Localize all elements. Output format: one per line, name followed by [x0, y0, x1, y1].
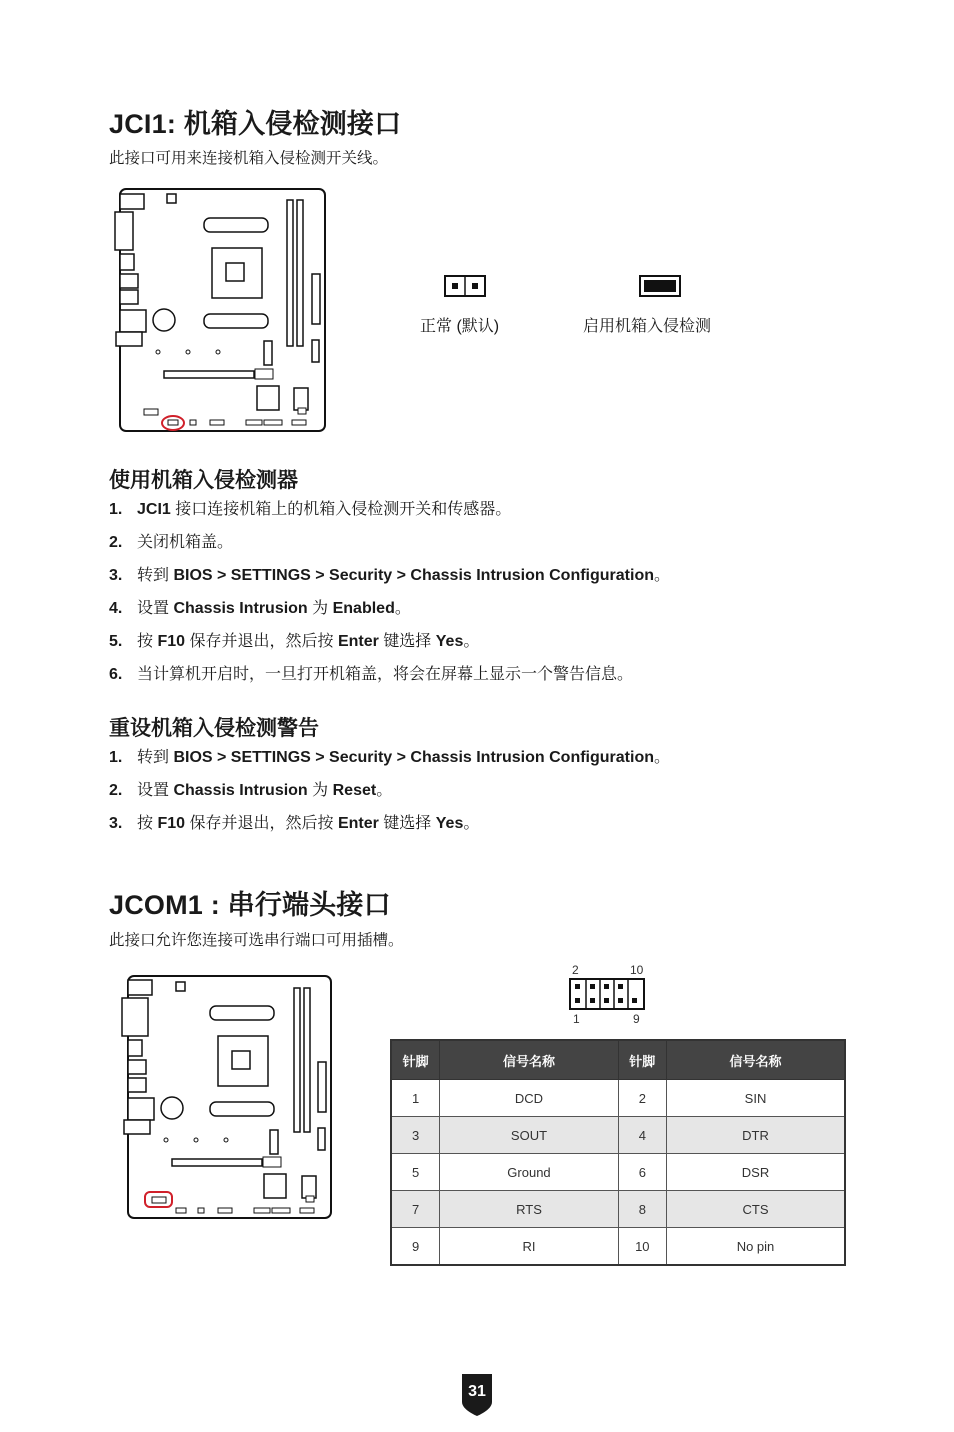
table-row: [391, 1228, 845, 1266]
table-cell: CTS: [666, 1191, 845, 1228]
table-row: [391, 1154, 845, 1191]
step-text: 接口连接机箱上的机箱入侵检测开关和传感器。: [170, 501, 512, 518]
step-text: 按: [137, 815, 158, 832]
list-item: [109, 658, 670, 691]
step-keyword: BIOS > SETTINGS > Security > Chassis Intrusion Configuration: [173, 567, 654, 584]
step-text: 为: [307, 600, 333, 617]
step-text: 。: [394, 600, 411, 617]
step-text: 键选择: [378, 633, 436, 650]
step-text: 。: [463, 815, 480, 832]
table-cell: RI: [440, 1228, 618, 1266]
table-cell: 7: [391, 1191, 440, 1228]
use-section-title: 使用机箱入侵检测器: [109, 469, 298, 492]
table-cell: DCD: [440, 1080, 618, 1117]
step-keyword: Reset: [332, 782, 377, 799]
step-keyword: F10: [157, 633, 186, 650]
list-item: [109, 774, 670, 807]
table-cell: 8: [618, 1191, 666, 1228]
page-number: 31: [468, 1383, 486, 1400]
state-enabled-label: 启用机箱入侵检测: [583, 318, 712, 335]
table-cell: DSR: [666, 1154, 845, 1191]
step-number: 1.: [109, 501, 123, 518]
jumper-enabled-icon: [639, 275, 683, 297]
step-keyword: Enter: [337, 633, 379, 650]
header-pin-2: 针脚: [618, 1040, 666, 1080]
table-cell: 2: [618, 1080, 666, 1117]
pin-label-bottom-left: 1: [573, 1012, 580, 1026]
table-cell: 3: [391, 1117, 440, 1154]
list-item: [109, 493, 670, 526]
step-text: 保存并退出，然后按: [185, 815, 338, 832]
step-text: 。: [653, 567, 670, 584]
step-text: 键选择: [378, 815, 436, 832]
table-cell: 10: [618, 1228, 666, 1266]
step-keyword: F10: [157, 815, 186, 832]
list-item: [109, 807, 670, 840]
step-text: 为: [307, 782, 333, 799]
step-text: 设置: [137, 782, 174, 799]
step-number: 3.: [109, 567, 123, 584]
step-text: 保存并退出，然后按: [185, 633, 338, 650]
list-item: [109, 526, 670, 559]
table-cell: RTS: [440, 1191, 618, 1228]
table-cell: 1: [391, 1080, 440, 1117]
table-cell: No pin: [666, 1228, 845, 1266]
step-text: 。: [653, 749, 670, 766]
step-text: 关闭机箱盖。: [137, 534, 234, 551]
step-text: 按: [137, 633, 158, 650]
step-keyword: Yes: [435, 633, 464, 650]
pin-label-top-right: 10: [630, 963, 644, 977]
step-text: 转到: [137, 567, 174, 584]
step-keyword: Yes: [435, 815, 464, 832]
header-signal-1: 信号名称: [440, 1040, 618, 1080]
jci1-title: JCI1: 机箱入侵检测接口: [109, 109, 402, 139]
step-keyword: BIOS > SETTINGS > Security > Chassis Intrusion Configuration: [173, 749, 654, 766]
header-pin-1: 针脚: [391, 1040, 440, 1080]
list-item: [109, 741, 670, 774]
use-steps-list: [109, 493, 670, 691]
step-keyword: Chassis Intrusion: [173, 600, 308, 617]
jcom1-title: JCOM1 : 串行端头接口: [109, 890, 391, 920]
table-cell: 6: [618, 1154, 666, 1191]
step-keyword: Enter: [337, 815, 379, 832]
motherboard-diagram-jci1: [112, 186, 328, 436]
motherboard-diagram-jcom1: [118, 970, 334, 1222]
table-row: [391, 1191, 845, 1228]
state-normal-label: 正常 (默认): [420, 318, 500, 335]
step-text: 转到: [137, 749, 174, 766]
pin-label-top-left: 2: [572, 963, 579, 977]
step-number: 5.: [109, 633, 123, 650]
step-text: 当计算机开启时，一旦打开机箱盖，将会在屏幕上显示一个警告信息。: [137, 666, 634, 683]
table-cell: 9: [391, 1228, 440, 1266]
table-cell: 4: [618, 1117, 666, 1154]
table-row: [391, 1117, 845, 1154]
step-text: 设置: [137, 600, 174, 617]
list-item: [109, 625, 670, 658]
list-item: [109, 559, 670, 592]
table-cell: 5: [391, 1154, 440, 1191]
step-number: 4.: [109, 600, 123, 617]
table-row: [391, 1080, 845, 1117]
step-keyword: Enabled: [332, 600, 395, 617]
jci1-intro: 此接口可用来连接机箱入侵检测开关线。: [109, 150, 389, 167]
jcom1-pin-table: [390, 1039, 846, 1266]
jcom1-intro: 此接口允许您连接可选串行端口可用插槽。: [109, 932, 404, 949]
table-cell: Ground: [440, 1154, 618, 1191]
table-cell: DTR: [666, 1117, 845, 1154]
step-keyword: JCI1: [137, 501, 171, 518]
table-header-row: [391, 1040, 845, 1080]
jumper-normal-icon: [444, 275, 488, 297]
step-text: 。: [376, 782, 393, 799]
header-signal-2: 信号名称: [666, 1040, 845, 1080]
table-cell: SOUT: [440, 1117, 618, 1154]
reset-steps-list: [109, 741, 670, 840]
jcom1-pin-header-icon: [569, 978, 647, 1010]
step-number: 2.: [109, 534, 123, 551]
step-number: 2.: [109, 782, 123, 799]
table-cell: SIN: [666, 1080, 845, 1117]
step-number: 3.: [109, 815, 123, 832]
step-text: 。: [463, 633, 480, 650]
step-number: 6.: [109, 666, 123, 683]
reset-section-title: 重设机箱入侵检测警告: [109, 717, 319, 740]
step-number: 1.: [109, 749, 123, 766]
pin-label-bottom-right: 9: [633, 1012, 640, 1026]
step-keyword: Chassis Intrusion: [173, 782, 308, 799]
list-item: [109, 592, 670, 625]
